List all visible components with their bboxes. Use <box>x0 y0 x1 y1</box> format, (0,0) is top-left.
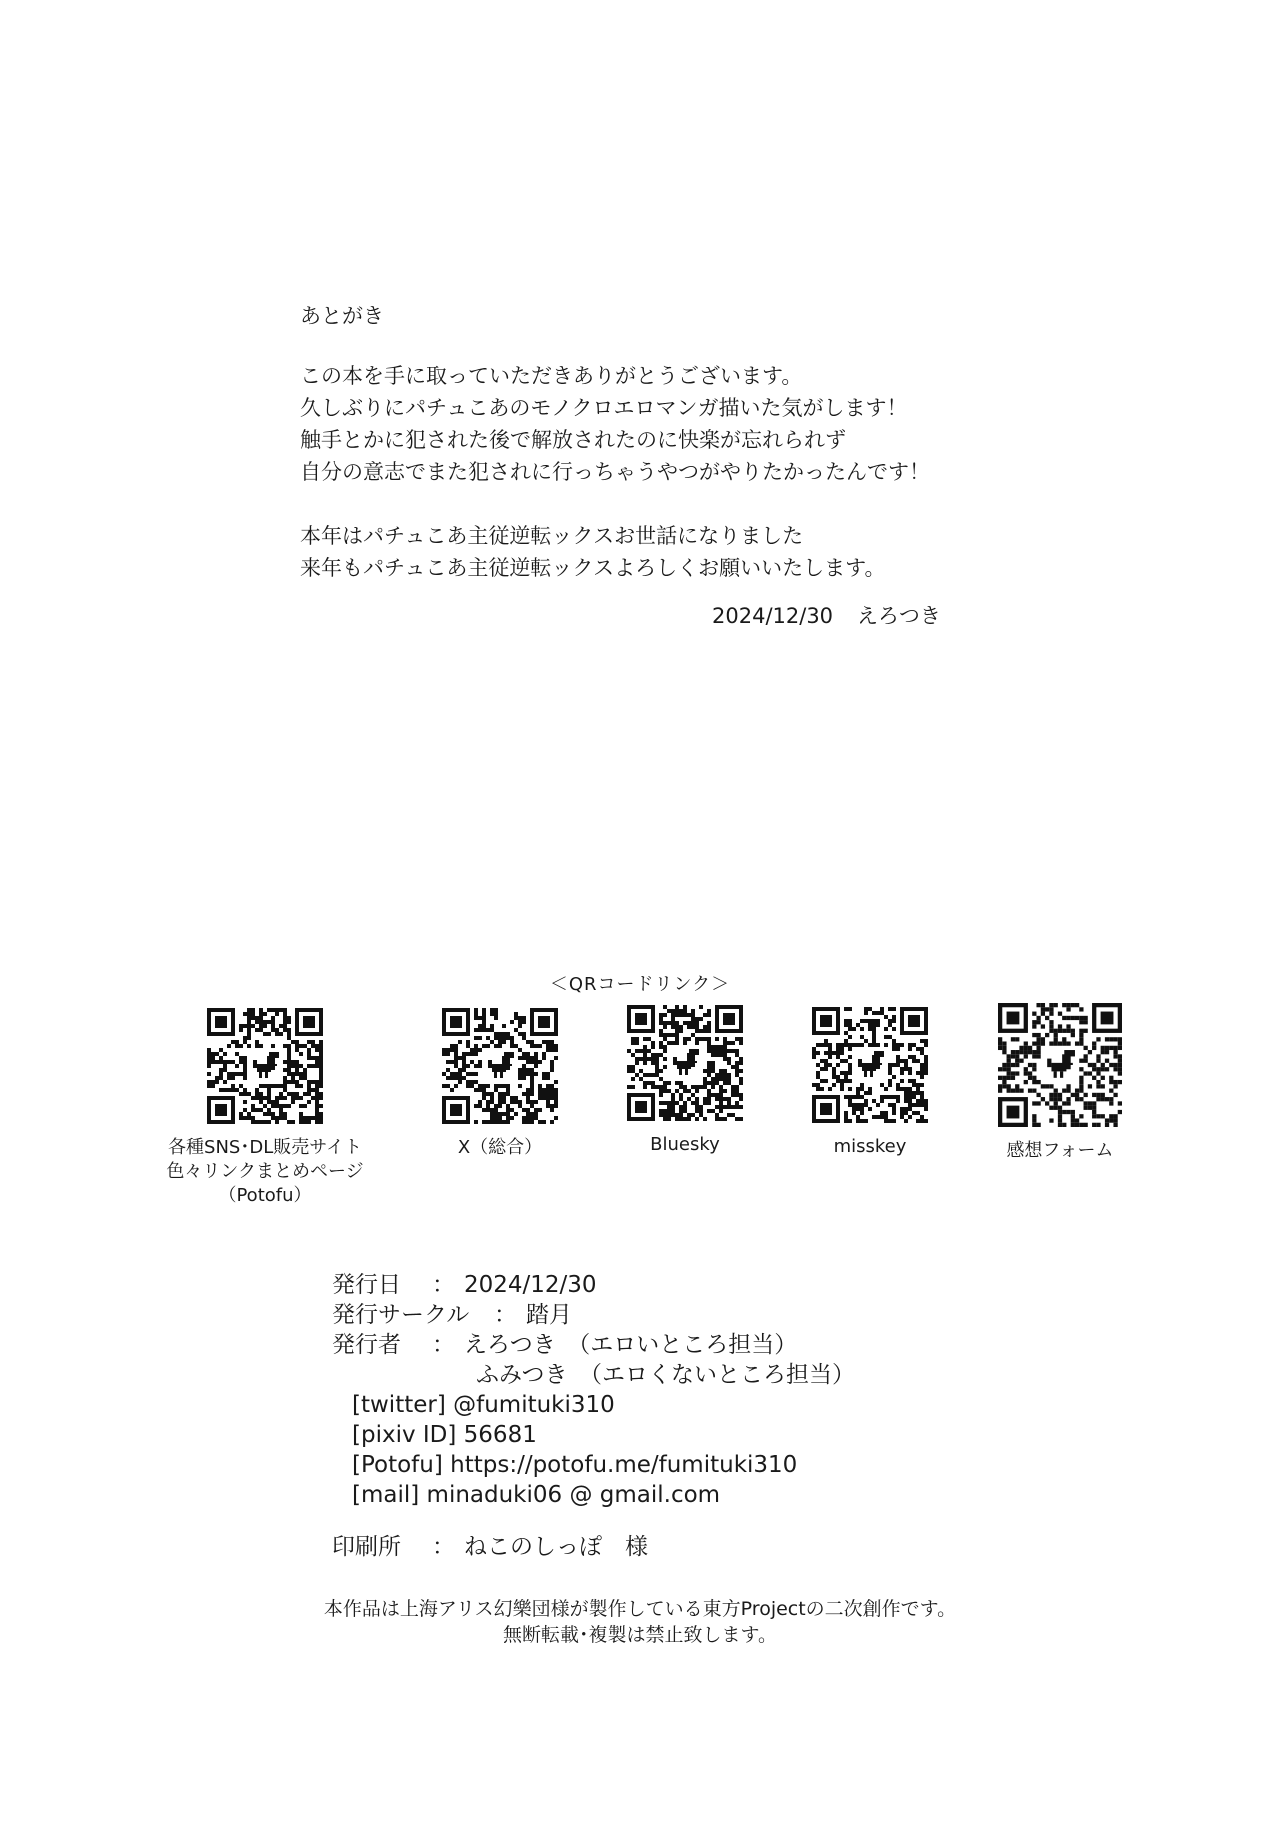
qr-label-line: 各種SNS･DL販売サイト <box>168 1137 362 1158</box>
twitter-line: [twitter] @fumituki310 <box>352 1392 615 1418</box>
qr-label <box>425 1136 575 1160</box>
qr-label-line: （Potofu） <box>218 1185 312 1206</box>
potofu-line: [Potofu] https://potofu.me/fumituki310 <box>352 1452 798 1478</box>
qr-label <box>975 1139 1145 1163</box>
qr-label-line: misskey <box>833 1136 907 1157</box>
qr-label-line: 感想フォーム <box>1006 1140 1114 1161</box>
printer-value: ねこのしっぽ 様 <box>464 1534 648 1560</box>
separator: ： <box>432 1332 455 1358</box>
separator: ： <box>494 1302 517 1328</box>
publisher-value: えろつき （エロいところ担当） <box>464 1332 798 1358</box>
spacer <box>332 1510 855 1532</box>
qr-label <box>610 1133 760 1157</box>
afterword-title: あとがき <box>300 304 384 328</box>
notice-line: 本作品は上海アリス幻樂団様が製作している東方Projectの二次創作です。 <box>323 1598 957 1620</box>
qr-link-feedback-form[interactable] <box>975 1003 1145 1163</box>
afterword-line: この本を手に取っていただきありがとうございます。 <box>300 364 803 388</box>
signature <box>712 600 941 630</box>
publisher-value: ふみつき （エロくないところ担当） <box>476 1362 856 1388</box>
issue-date-value: 2024/12/30 <box>464 1272 597 1298</box>
afterword-line: 久しぶりにパチュこあのモノクロエロマンガ描いた気がします！ <box>300 396 908 420</box>
issue-date-key: 発行日 <box>332 1272 401 1298</box>
mail-line: [mail] minaduki06 @ gmail.com <box>352 1482 721 1508</box>
qr-link-bluesky[interactable] <box>610 1005 760 1157</box>
qr-label-line: X（総合） <box>457 1137 543 1158</box>
publisher-row <box>332 1330 855 1360</box>
qr-link-misskey[interactable] <box>795 1007 945 1159</box>
qr-label-line: 色々リンクまとめページ <box>166 1161 364 1182</box>
printer-row <box>332 1532 855 1562</box>
qr-label <box>160 1136 370 1208</box>
dinosaur-icon <box>673 1049 699 1075</box>
qr-code[interactable] <box>812 1007 928 1123</box>
notice-line: 無断転載･複製は禁止致します。 <box>503 1624 777 1646</box>
issue-date-row <box>332 1270 855 1300</box>
afterword-line: 本年はパチュこあ主従逆転ックスお世話になりました <box>300 524 804 548</box>
afterword-line: 触手とかに犯された後で解放されたのに快楽が忘れられず <box>300 428 846 452</box>
qr-label <box>795 1135 945 1159</box>
printer-key: 印刷所 <box>332 1534 401 1560</box>
circle-value: 踏月 <box>526 1302 572 1328</box>
qr-heading: ＜QRコードリンク＞ <box>549 974 731 995</box>
qr-code[interactable] <box>207 1008 323 1124</box>
publisher-row-2 <box>332 1360 855 1390</box>
dinosaur-icon <box>253 1052 279 1078</box>
qr-code[interactable] <box>442 1008 558 1124</box>
afterword-line: 自分の意志でまた犯されに行っちゃうやつがやりたかったんです！ <box>300 460 930 484</box>
signature-date: 2024/12/30 <box>712 604 834 628</box>
dinosaur-icon <box>1047 1050 1075 1078</box>
colophon <box>332 1270 855 1562</box>
afterword-line: 来年もパチュこあ主従逆転ックスよろしくお願いいたします。 <box>300 556 886 580</box>
pixiv-line: [pixiv ID] 56681 <box>352 1422 537 1448</box>
dinosaur-icon <box>858 1051 884 1077</box>
circle-key: 発行サークル <box>332 1302 470 1328</box>
qr-link-x[interactable] <box>425 1008 575 1160</box>
separator: ： <box>432 1534 455 1560</box>
copyright-notice <box>0 1596 1280 1648</box>
publisher-key: 発行者 <box>332 1332 401 1358</box>
afterword-body <box>300 360 930 584</box>
circle-row <box>332 1300 855 1330</box>
paragraph-gap <box>300 488 930 520</box>
qr-label-line: Bluesky <box>650 1134 720 1155</box>
separator: ： <box>432 1272 455 1298</box>
qr-code[interactable] <box>627 1005 743 1121</box>
signature-author: えろつき <box>857 604 941 628</box>
qr-code[interactable] <box>998 1003 1122 1127</box>
dinosaur-icon <box>488 1052 514 1078</box>
qr-link-potofu[interactable] <box>160 1008 370 1208</box>
